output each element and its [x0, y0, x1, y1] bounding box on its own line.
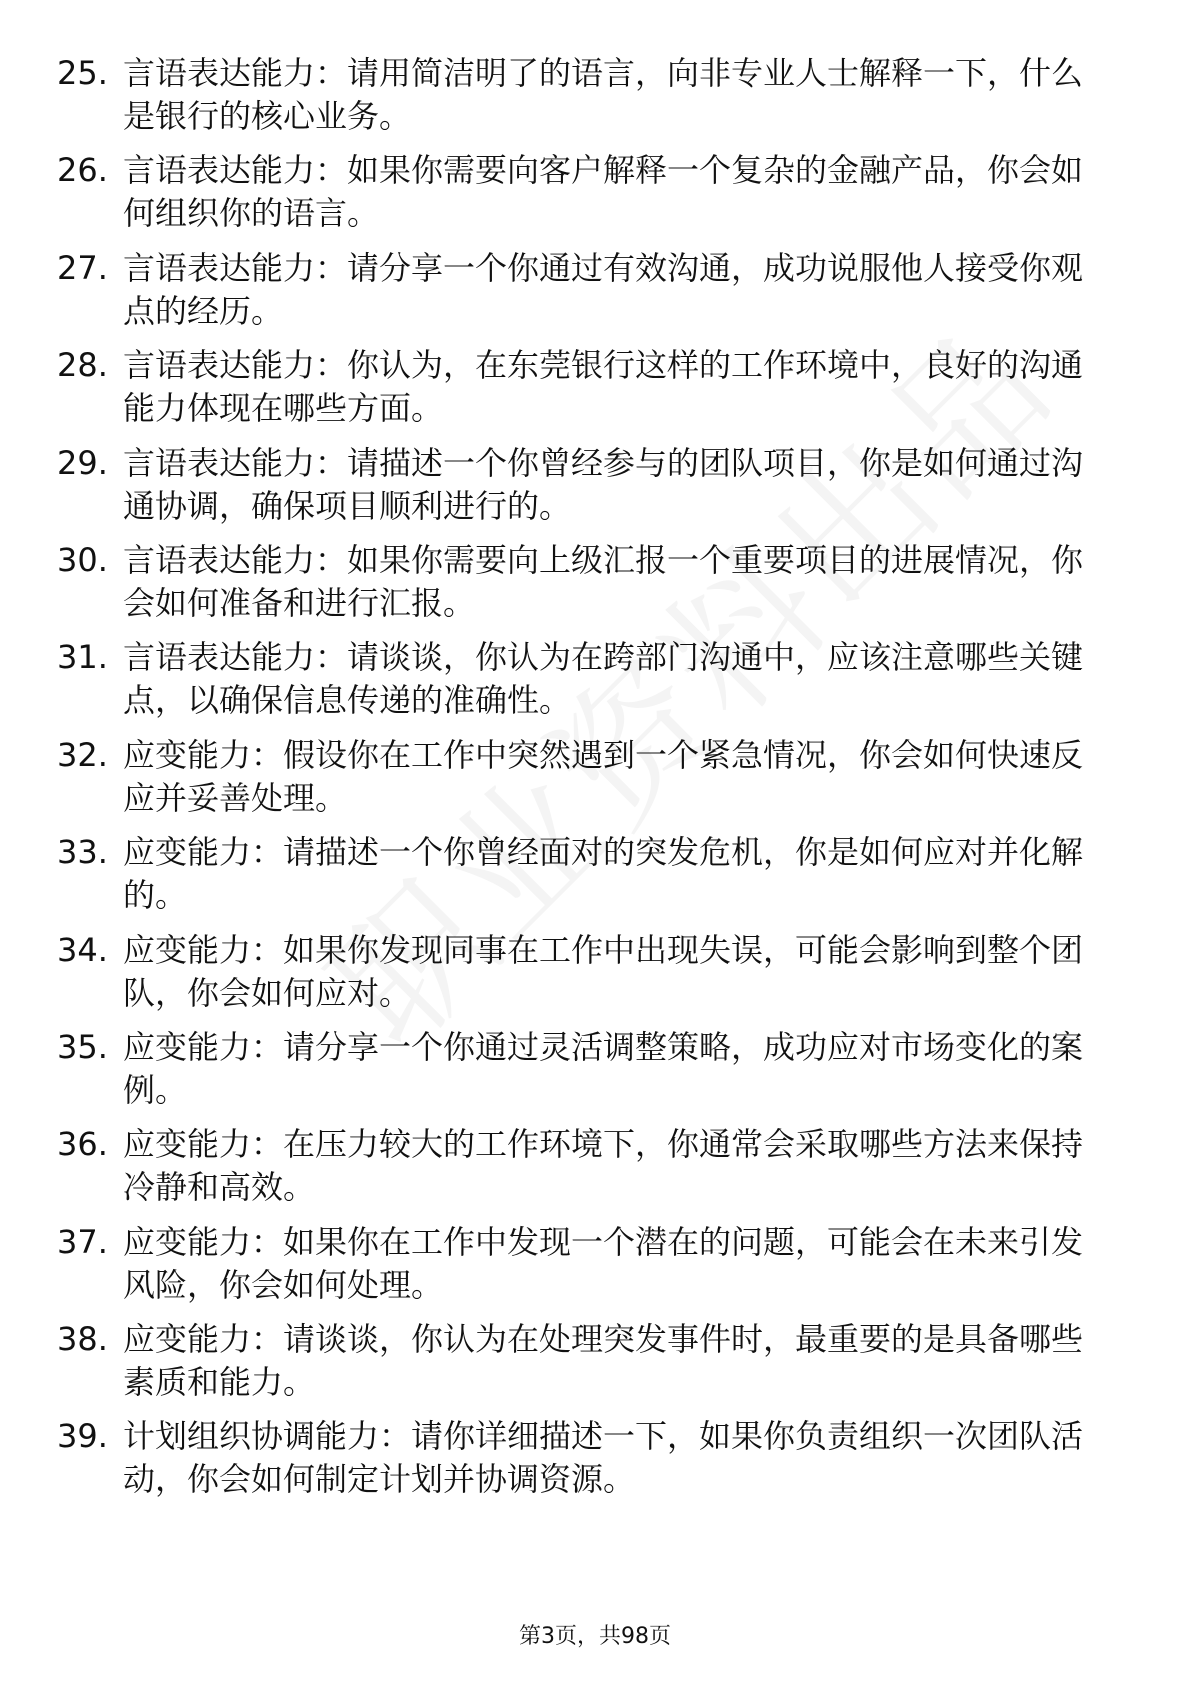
list-item	[57, 734, 1117, 831]
question-number: 28.	[57, 346, 108, 385]
question-text: 应变能力：请谈谈，你认为在处理突发事件时，最重要的是具备哪些素质和能力。	[123, 1320, 1084, 1402]
list-item	[57, 636, 1117, 733]
list-item	[57, 831, 1117, 928]
question-text: 言语表达能力：请分享一个你通过有效沟通，成功说服他人接受你观点的经历。	[123, 248, 1084, 330]
question-number: 31.	[57, 638, 108, 677]
question-text: 应变能力：请描述一个你曾经面对的突发危机，你是如何应对并化解的。	[123, 833, 1084, 915]
question-list	[57, 52, 1117, 1513]
list-item	[57, 1221, 1117, 1318]
question-text: 应变能力：如果你在工作中发现一个潜在的问题，可能会在未来引发风险，你会如何处理。	[123, 1222, 1084, 1304]
list-item	[57, 1318, 1117, 1415]
question-text: 应变能力：假设你在工作中突然遇到一个紧急情况，你会如何快速反应并妥善处理。	[123, 735, 1084, 817]
question-number: 35.	[57, 1027, 108, 1066]
list-item	[57, 442, 1117, 539]
list-item	[57, 539, 1117, 636]
list-item	[57, 1026, 1117, 1123]
question-number: 29.	[57, 443, 108, 482]
question-number: 34.	[57, 930, 108, 969]
question-text: 言语表达能力：如果你需要向上级汇报一个重要项目的进展情况，你会如何准备和进行汇报。	[123, 540, 1084, 622]
question-number: 38.	[57, 1320, 108, 1359]
list-item	[57, 52, 1117, 149]
question-number: 27.	[57, 248, 108, 287]
question-text: 言语表达能力：请描述一个你曾经参与的团队项目，你是如何通过沟通协调，确保项目顺利进行的。	[123, 443, 1084, 525]
question-text: 计划组织协调能力：请你详细描述一下，如果你负责组织一次团队活动，你会如何制定计划并协调资源。	[123, 1417, 1084, 1499]
list-item	[57, 247, 1117, 344]
question-number: 33.	[57, 833, 108, 872]
list-item	[57, 929, 1117, 1026]
list-item	[57, 1123, 1117, 1220]
list-item	[57, 344, 1117, 441]
question-number: 26.	[57, 151, 108, 190]
question-text: 应变能力：如果你发现同事在工作中出现失误，可能会影响到整个团队，你会如何应对。	[123, 930, 1084, 1012]
question-number: 37.	[57, 1222, 108, 1261]
question-text: 言语表达能力：如果你需要向客户解释一个复杂的金融产品，你会如何组织你的语言。	[123, 151, 1084, 233]
question-number: 25.	[57, 54, 108, 92]
question-text: 言语表达能力：请用简洁明了的语言，向非专业人士解释一下，什么是银行的核心业务。	[123, 54, 1084, 135]
list-item	[57, 149, 1117, 246]
question-text: 言语表达能力：请谈谈，你认为在跨部门沟通中，应该注意哪些关键点，以确保信息传递的准确性。	[123, 638, 1084, 720]
question-number: 30.	[57, 540, 108, 579]
question-text: 应变能力：在压力较大的工作环境下，你通常会采取哪些方法来保持冷静和高效。	[123, 1125, 1084, 1207]
question-text: 言语表达能力：你认为，在东莞银行这样的工作环境中，良好的沟通能力体现在哪些方面。	[123, 346, 1084, 428]
question-text: 应变能力：请分享一个你通过灵活调整策略，成功应对市场变化的案例。	[123, 1027, 1084, 1109]
list-item	[57, 1415, 1117, 1512]
question-number: 32.	[57, 735, 108, 774]
page-footer: 第3页，共98页	[519, 1624, 671, 1649]
question-number: 36.	[57, 1125, 108, 1164]
question-number: 39.	[57, 1417, 108, 1456]
